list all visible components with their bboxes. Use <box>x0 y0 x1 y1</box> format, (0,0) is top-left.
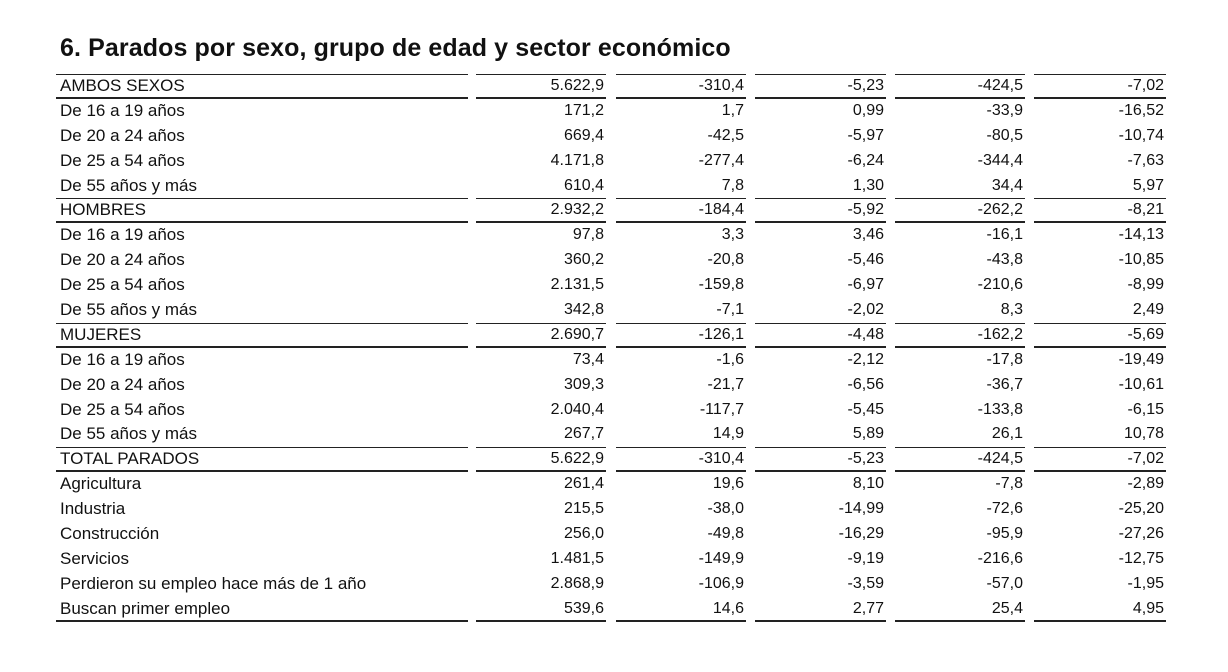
row-label: De 20 a 24 años <box>60 250 185 270</box>
row-value-col5: -8,21 <box>1034 198 1166 223</box>
row-value-col3: -6,97 <box>847 276 884 294</box>
row-value-col1: 309,3 <box>563 375 604 393</box>
row-value-col2: -7,1 <box>716 301 744 319</box>
row-value-col5: -7,02 <box>1034 74 1166 99</box>
row-label: De 16 a 19 años <box>60 100 185 120</box>
row-value-col5: -2,89 <box>1127 475 1164 493</box>
table-row <box>56 373 1168 398</box>
row-value-col4: 25,4 <box>895 597 1025 622</box>
row-value-col2: -20,8 <box>707 251 744 269</box>
row-value-col4: -16,1 <box>986 226 1023 244</box>
table-row <box>56 99 1168 124</box>
row-value-col2: -159,8 <box>698 276 744 294</box>
table-row <box>56 547 1168 572</box>
row-value-col5: 2,49 <box>1132 301 1164 319</box>
table-title: 6. Parados por sexo, grupo de edad y sector económico <box>60 34 731 62</box>
row-value-col2: -117,7 <box>699 400 744 418</box>
row-value-col1: 342,8 <box>563 301 604 319</box>
row-value-col3: -5,97 <box>847 126 884 144</box>
row-value-col3: -3,59 <box>847 574 884 592</box>
row-value-col3: 8,10 <box>852 475 884 493</box>
row-value-col2: -149,9 <box>698 549 744 567</box>
row-value-col1: 171,2 <box>563 101 604 119</box>
row-label: TOTAL PARADOS <box>56 447 468 472</box>
row-value-col3: -14,99 <box>838 500 884 518</box>
row-value-col4: -33,9 <box>986 101 1023 119</box>
row-value-col2: 3,3 <box>721 226 744 244</box>
row-value-col2: -106,9 <box>698 574 744 592</box>
row-value-col4: 8,3 <box>1000 301 1023 319</box>
row-label: Construcción <box>60 524 160 544</box>
row-value-col5: -7,02 <box>1034 447 1166 472</box>
row-value-col3: 1,30 <box>852 176 884 194</box>
row-value-col3: -5,92 <box>755 198 886 223</box>
row-value-col1: 610,4 <box>563 176 604 194</box>
table-row <box>56 273 1168 298</box>
data-table <box>56 74 1168 622</box>
row-value-col3: -4,48 <box>755 323 886 348</box>
table-group-row <box>56 323 1168 348</box>
row-value-col1: 360,2 <box>563 251 604 269</box>
row-label: Agricultura <box>60 474 142 494</box>
row-value-col2: -38,0 <box>707 500 744 518</box>
row-value-col2: -277,4 <box>698 151 744 169</box>
row-value-col1: 97,8 <box>572 226 604 244</box>
table-row <box>56 422 1168 447</box>
row-value-col3: -5,23 <box>755 447 886 472</box>
row-value-col4: -210,6 <box>977 276 1023 294</box>
row-value-col1: 256,0 <box>563 525 604 543</box>
row-label: Industria <box>60 499 126 519</box>
table-row <box>56 522 1168 547</box>
row-value-col4: -216,6 <box>977 549 1023 567</box>
row-value-col5: -25,20 <box>1118 500 1164 518</box>
row-value-col2: 19,6 <box>712 475 744 493</box>
row-value-col4: -57,0 <box>986 574 1023 592</box>
row-value-col2: 1,7 <box>721 101 744 119</box>
table-group-row <box>56 198 1168 223</box>
row-value-col5: -14,13 <box>1118 226 1164 244</box>
row-value-col3: -6,24 <box>847 151 884 169</box>
row-label: De 16 a 19 años <box>60 349 185 369</box>
row-value-col4: -43,8 <box>986 251 1023 269</box>
row-value-col3: 3,46 <box>852 226 884 244</box>
row-label: De 55 años y más <box>60 175 198 195</box>
row-value-col4: 34,4 <box>991 176 1023 194</box>
row-value-col1: 669,4 <box>563 126 604 144</box>
row-value-col4: -424,5 <box>895 74 1025 99</box>
row-label: Perdieron su empleo hace más de 1 año <box>60 573 367 593</box>
row-value-col4: -80,5 <box>986 126 1023 144</box>
row-value-col3: -5,23 <box>755 74 886 99</box>
row-value-col5: -10,85 <box>1118 251 1164 269</box>
row-value-col2: 14,6 <box>616 597 746 622</box>
row-value-col4: -162,2 <box>895 323 1025 348</box>
row-value-col4: -133,8 <box>977 400 1023 418</box>
table-group-row <box>56 447 1168 472</box>
row-label: De 20 a 24 años <box>60 374 185 394</box>
row-value-col3: -6,56 <box>847 375 884 393</box>
row-label: Servicios <box>60 548 129 568</box>
row-value-col1: 4.171,8 <box>550 151 604 169</box>
table-row <box>56 124 1168 149</box>
row-value-col5: -19,49 <box>1118 350 1164 368</box>
row-value-col2: -21,7 <box>707 375 744 393</box>
row-value-col1: 267,7 <box>563 425 604 443</box>
row-label: De 55 años y más <box>60 424 198 444</box>
row-label: De 25 a 54 años <box>60 150 185 170</box>
row-value-col4: -95,9 <box>986 525 1023 543</box>
row-value-col4: -424,5 <box>895 447 1025 472</box>
row-value-col1: 2.932,2 <box>476 198 606 223</box>
row-value-col5: 5,97 <box>1132 176 1164 194</box>
row-value-col4: -344,4 <box>977 151 1023 169</box>
table-row <box>56 298 1168 323</box>
row-value-col4: -36,7 <box>986 375 1023 393</box>
row-value-col4: -17,8 <box>986 350 1023 368</box>
row-value-col1: 5.622,9 <box>476 74 606 99</box>
row-value-col5: 4,95 <box>1034 597 1166 622</box>
row-value-col1: 539,6 <box>476 597 606 622</box>
row-value-col2: -42,5 <box>707 126 744 144</box>
row-value-col1: 73,4 <box>572 350 604 368</box>
row-value-col1: 2.040,4 <box>550 400 604 418</box>
table-row <box>56 497 1168 522</box>
row-value-col1: 1.481,5 <box>550 549 604 567</box>
row-value-col2: -184,4 <box>616 198 746 223</box>
row-label: De 25 a 54 años <box>60 399 185 419</box>
table-row <box>56 223 1168 248</box>
row-value-col5: -27,26 <box>1118 525 1164 543</box>
table-row <box>56 597 1168 622</box>
row-value-col5: -16,52 <box>1118 101 1164 119</box>
row-value-col4: -262,2 <box>895 198 1025 223</box>
table-row <box>56 149 1168 174</box>
row-label: De 55 años y más <box>60 300 198 320</box>
row-value-col5: -10,74 <box>1118 126 1164 144</box>
row-label: De 20 a 24 años <box>60 125 185 145</box>
row-value-col3: -2,12 <box>847 350 884 368</box>
row-value-col1: 2.868,9 <box>550 574 604 592</box>
row-value-col2: -310,4 <box>616 447 746 472</box>
row-value-col2: -49,8 <box>707 525 744 543</box>
row-label: Buscan primer empleo <box>56 597 468 622</box>
row-value-col4: -7,8 <box>995 475 1023 493</box>
row-value-col2: 7,8 <box>721 176 744 194</box>
row-value-col5: -6,15 <box>1127 400 1164 418</box>
row-value-col5: -7,63 <box>1127 151 1164 169</box>
row-value-col4: 26,1 <box>991 425 1023 443</box>
row-value-col3: 2,77 <box>755 597 886 622</box>
row-value-col1: 261,4 <box>563 475 604 493</box>
row-value-col5: -1,95 <box>1127 574 1164 592</box>
row-value-col4: -72,6 <box>986 500 1023 518</box>
row-value-col3: 0,99 <box>852 101 884 119</box>
row-label: AMBOS SEXOS <box>56 74 468 99</box>
row-value-col3: -5,45 <box>847 400 884 418</box>
table-row <box>56 472 1168 497</box>
row-value-col3: -9,19 <box>847 549 884 567</box>
table-row <box>56 348 1168 373</box>
row-value-col5: 10,78 <box>1123 425 1164 443</box>
table-row <box>56 572 1168 597</box>
row-value-col3: -5,46 <box>847 251 884 269</box>
row-value-col3: -16,29 <box>838 525 884 543</box>
row-label: De 25 a 54 años <box>60 275 185 295</box>
row-value-col5: -8,99 <box>1127 276 1164 294</box>
row-label: De 16 a 19 años <box>60 225 185 245</box>
table-row <box>56 248 1168 273</box>
row-label: HOMBRES <box>56 198 468 223</box>
row-label: MUJERES <box>56 323 468 348</box>
row-value-col3: 5,89 <box>852 425 884 443</box>
row-value-col5: -10,61 <box>1118 375 1164 393</box>
row-value-col1: 5.622,9 <box>476 447 606 472</box>
row-value-col1: 215,5 <box>563 500 604 518</box>
row-value-col3: -2,02 <box>847 301 884 319</box>
row-value-col1: 2.690,7 <box>476 323 606 348</box>
row-value-col2: -1,6 <box>716 350 744 368</box>
table-row <box>56 174 1168 199</box>
row-value-col5: -12,75 <box>1118 549 1164 567</box>
table-row <box>56 398 1168 423</box>
table-group-row <box>56 74 1168 99</box>
row-value-col2: -126,1 <box>616 323 746 348</box>
row-value-col2: -310,4 <box>616 74 746 99</box>
row-value-col5: -5,69 <box>1034 323 1166 348</box>
row-value-col1: 2.131,5 <box>550 276 604 294</box>
row-value-col2: 14,9 <box>712 425 744 443</box>
